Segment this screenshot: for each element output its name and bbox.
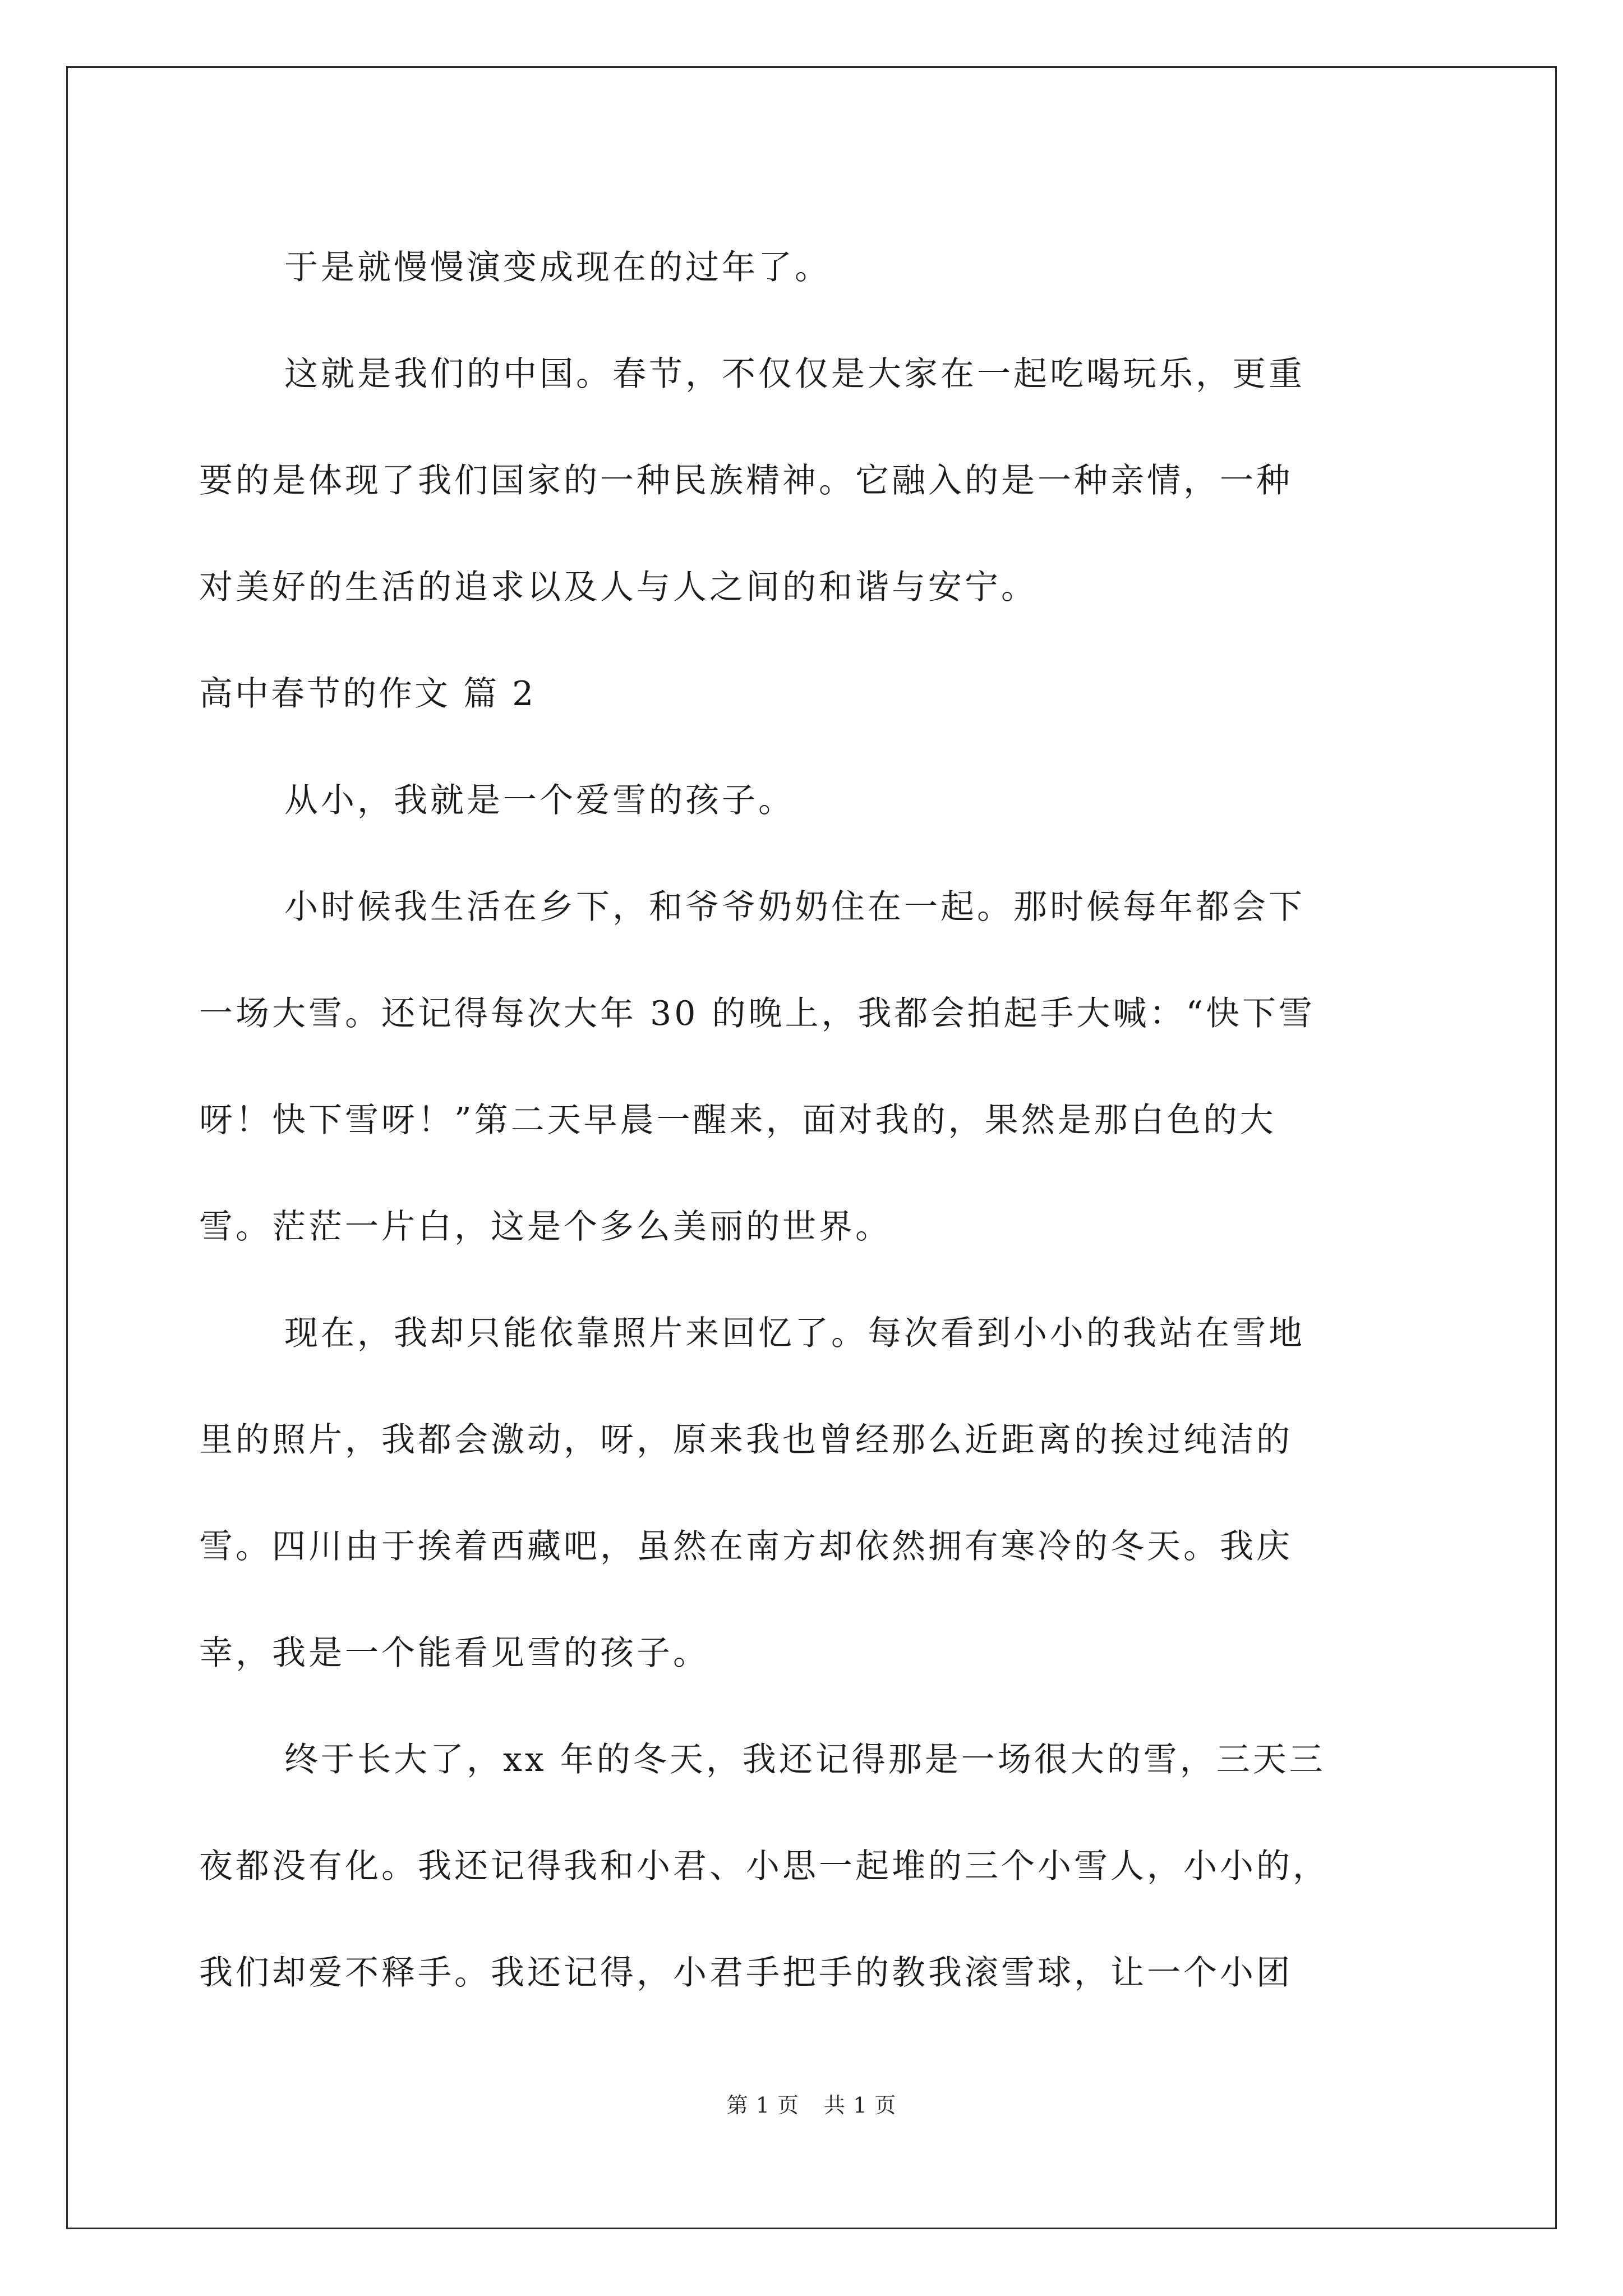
paragraph-line: 里的照片，我都会激动，呀，原来我也曾经那么近距离的挨过纯洁的 bbox=[199, 1420, 1293, 1460]
paragraph-line: 小时候我生活在乡下，和爷爷奶奶住在一起。那时候每年都会下 bbox=[284, 887, 1305, 927]
paragraph-line: 从小，我就是一个爱雪的孩子。 bbox=[284, 781, 795, 820]
paragraph-line: 一场大雪。还记得每次大年 30 的晚上，我都会拍起手大喊：“快下雪 bbox=[199, 994, 1316, 1033]
paragraph-line: 这就是我们的中国。春节，不仅仅是大家在一起吃喝玩乐，更重 bbox=[284, 355, 1305, 394]
paragraph-line: 要的是体现了我们国家的一种民族精神。它融入的是一种亲情，一种 bbox=[199, 461, 1293, 500]
page-number: 第 1 页 bbox=[726, 2093, 799, 2118]
document-body bbox=[199, 214, 1433, 2026]
paragraph-line: 雪。四川由于挨着西藏吧，虽然在南方却依然拥有寒冷的冬天。我庆 bbox=[199, 1527, 1293, 1566]
paragraph-line: 夜都没有化。我还记得我和小君、小思一起堆的三个小雪人，小小的， bbox=[199, 1847, 1329, 1886]
paragraph-line: 幸，我是一个能看见雪的孩子。 bbox=[199, 1634, 709, 1673]
page-total: 共 1 页 bbox=[824, 2093, 897, 2118]
paragraph-line: 现在，我却只能依靠照片来回忆了。每次看到小小的我站在雪地 bbox=[284, 1314, 1305, 1353]
paragraph-line: 我们却爱不释手。我还记得，小君手把手的教我滚雪球，让一个小团 bbox=[199, 1953, 1293, 1993]
paragraph-line: 于是就慢慢演变成现在的过年了。 bbox=[284, 248, 831, 287]
paragraph-line: 对美好的生活的追求以及人与人之间的和谐与安宁。 bbox=[199, 568, 1038, 607]
section-heading: 高中春节的作文 篇 2 bbox=[199, 674, 536, 714]
paragraph-line: 雪。茫茫一片白，这是个多么美丽的世界。 bbox=[199, 1207, 892, 1246]
paragraph-line: 呀！快下雪呀！”第二天早晨一醒来，面对我的，果然是那白色的大 bbox=[199, 1101, 1276, 1140]
paragraph-line: 终于长大了，xx 年的冬天，我还记得那是一场很大的雪，三天三 bbox=[284, 1740, 1326, 1779]
page-footer bbox=[0, 2088, 1623, 2119]
